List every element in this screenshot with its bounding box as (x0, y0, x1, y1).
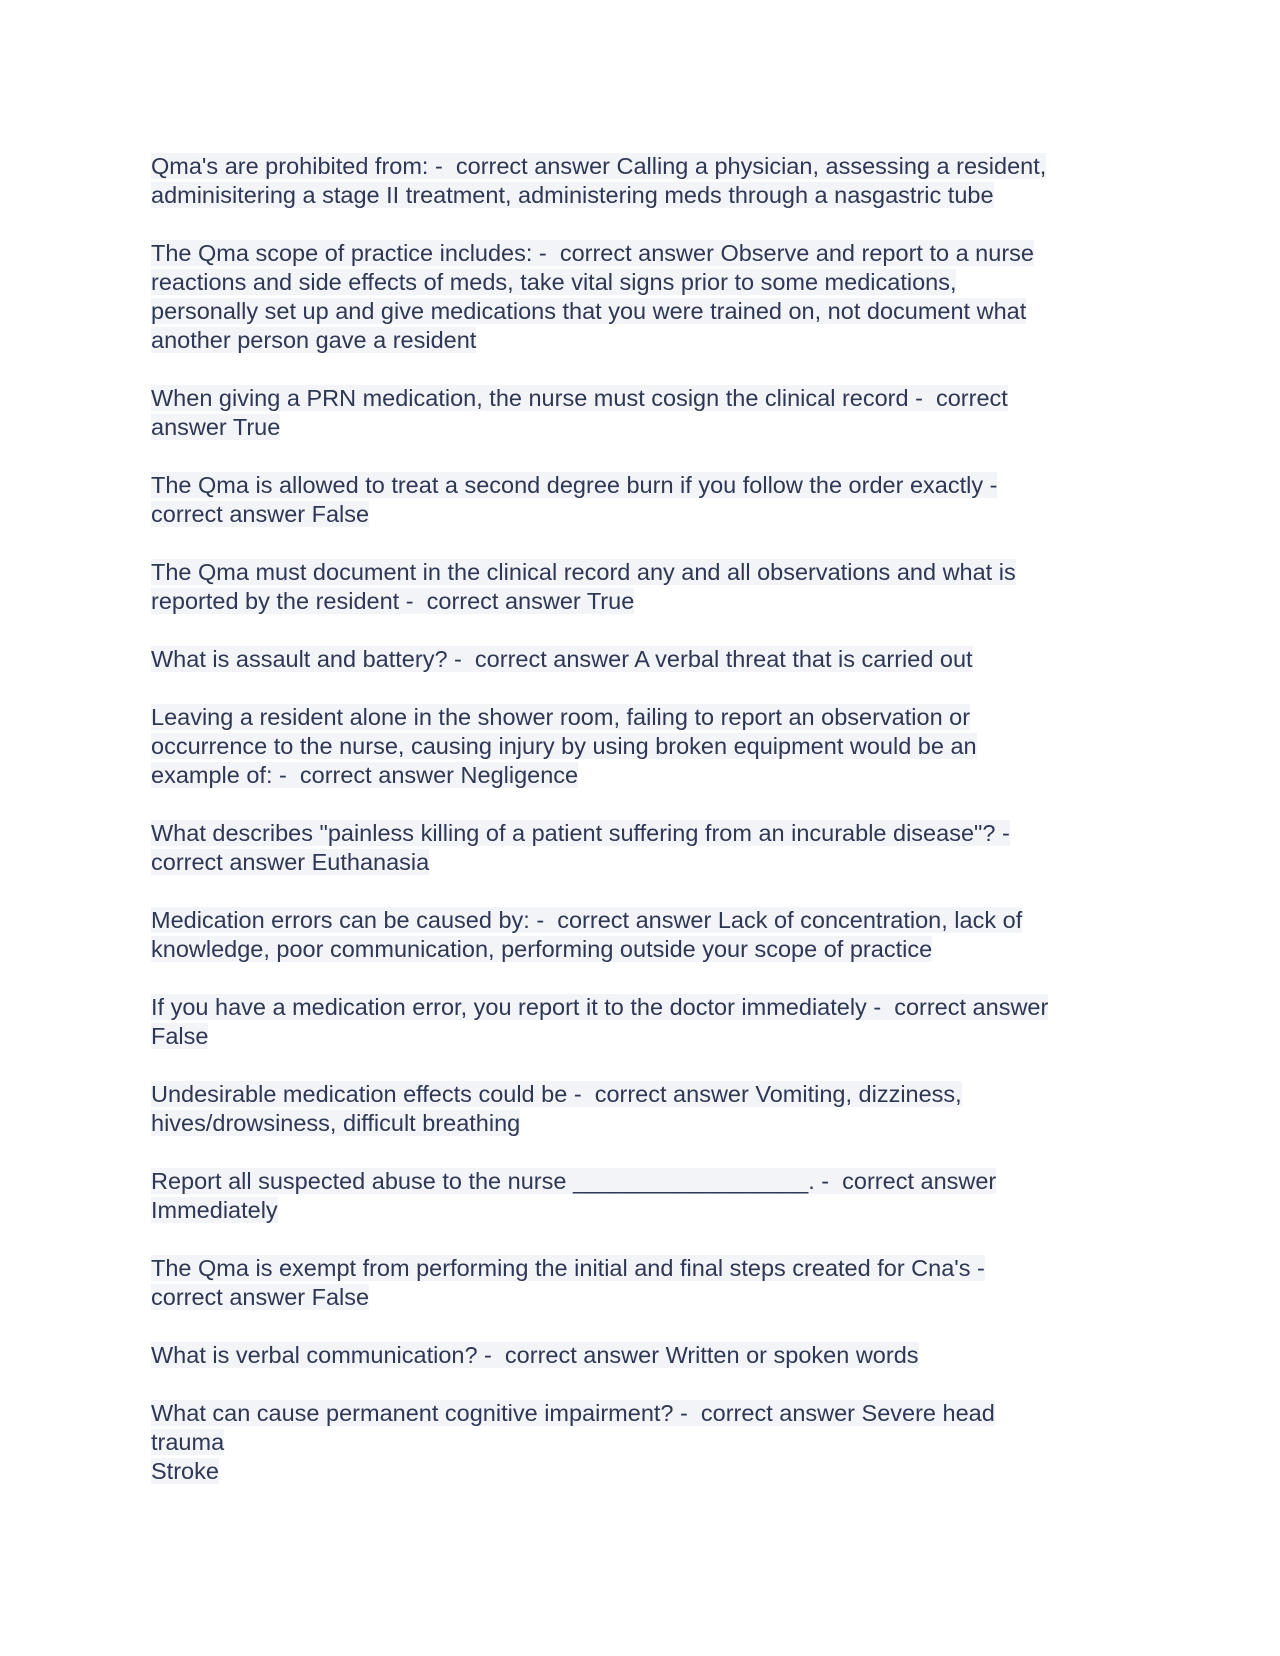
qa-text: What can cause permanent cognitive impairment? - correct answer Severe head trauma Stroke (151, 1400, 995, 1484)
qa-item (151, 703, 1131, 790)
qa-item (151, 152, 1131, 210)
qa-text: Leaving a resident alone in the shower room, failing to report an observation or occurrence to the nurse, causing injury by using broken equipment would be an example of: - correct answer Negligence (151, 704, 977, 788)
qa-text: If you have a medication error, you report it to the doctor immediately - correct answer False (151, 994, 1049, 1049)
qa-item (151, 1254, 1131, 1312)
document-page (151, 152, 1131, 1515)
qa-text: What is verbal communication? - correct answer Written or spoken words (151, 1342, 919, 1368)
qa-text: What is assault and battery? - correct answer A verbal threat that is carried out (151, 646, 973, 672)
qa-text: The Qma must document in the clinical record any and all observations and what is reported by the resident - correct answer True (151, 559, 1016, 614)
qa-item (151, 993, 1131, 1051)
qa-text: Medication errors can be caused by: - correct answer Lack of concentration, lack of knowledge, poor communication, performing outside your scope of practice (151, 907, 1023, 962)
qa-text: When giving a PRN medication, the nurse must cosign the clinical record - correct answer True (151, 385, 1008, 440)
qa-item (151, 1399, 1131, 1486)
qa-item (151, 558, 1131, 616)
qa-text: What describes "painless killing of a patient suffering from an incurable disease"? - correct answer Euthanasia (151, 820, 1010, 875)
qa-text: The Qma is allowed to treat a second degree burn if you follow the order exactly - correct answer False (151, 472, 998, 527)
qa-text: Report all suspected abuse to the nurse __________________. - correct answer Immediately (151, 1168, 997, 1223)
qa-text: Qma's are prohibited from: - correct answer Calling a physician, assessing a resident, adminisitering a stage II treatment, administering meds through a nasgastric tube (151, 153, 1047, 208)
qa-item (151, 1167, 1131, 1225)
qa-text: The Qma scope of practice includes: - correct answer Observe and report to a nurse reactions and side effects of meds, take vital signs prior to some medications, personally set up and give medications that you were trained on, not document what another person gave a resident (151, 240, 1034, 353)
qa-item (151, 239, 1131, 355)
qa-item (151, 1080, 1131, 1138)
qa-item (151, 384, 1131, 442)
qa-item (151, 645, 1131, 674)
qa-item (151, 819, 1131, 877)
qa-text: Undesirable medication effects could be - correct answer Vomiting, dizziness, hives/drowsiness, difficult breathing (151, 1081, 962, 1136)
qa-item (151, 906, 1131, 964)
qa-item (151, 1341, 1131, 1370)
qa-item (151, 471, 1131, 529)
qa-text: The Qma is exempt from performing the initial and final steps created for Cna's - correct answer False (151, 1255, 985, 1310)
